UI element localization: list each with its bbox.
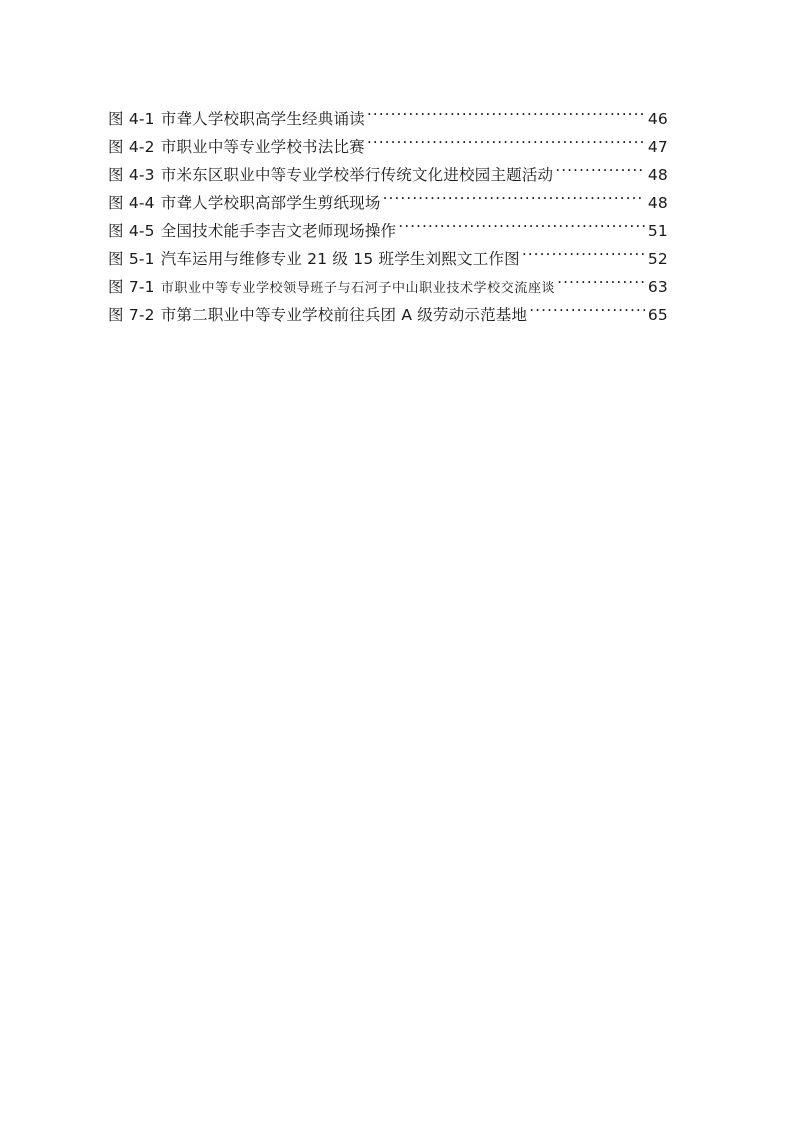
figure-label: 图 4-1 — [108, 110, 155, 128]
figure-label: 图 4-5 — [108, 222, 155, 240]
page-number: 47 — [647, 138, 668, 156]
figure-title: 汽车运用与维修专业 21 级 15 班学生刘熙文工作图 — [160, 250, 520, 268]
figure-label: 图 7-1 — [108, 278, 155, 296]
figure-label: 图 5-1 — [108, 250, 155, 268]
page-number: 65 — [647, 306, 668, 324]
dot-leader — [557, 264, 645, 292]
figure-label: 图 7-2 — [108, 306, 155, 324]
figure-label: 图 4-2 — [108, 138, 155, 156]
dot-leader — [529, 292, 645, 320]
dot-leader — [555, 152, 645, 180]
figure-title: 市聋人学校职高部学生剪纸现场 — [160, 194, 381, 212]
figure-label: 图 4-4 — [108, 194, 155, 212]
toc-entry[interactable] — [108, 96, 668, 128]
dot-leader — [383, 180, 645, 208]
figure-label: 图 4-3 — [108, 166, 155, 184]
figure-title: 市聋人学校职高学生经典诵读 — [160, 110, 365, 128]
dot-leader — [367, 96, 645, 124]
page-number: 48 — [647, 194, 668, 212]
dot-leader — [522, 236, 645, 264]
page-number: 46 — [647, 110, 668, 128]
figure-title: 市职业中等专业学校领导班子与石河子中山职业技术学校交流座谈 — [160, 281, 556, 296]
figure-title: 市职业中等专业学校书法比赛 — [160, 138, 365, 156]
page-number: 63 — [647, 278, 668, 296]
dot-leader — [398, 208, 645, 236]
dot-leader — [367, 124, 645, 152]
page-number: 51 — [647, 222, 668, 240]
figure-list — [108, 96, 668, 324]
page-number: 52 — [647, 250, 668, 268]
figure-title: 市米东区职业中等专业学校举行传统文化进校园主题活动 — [160, 166, 554, 184]
page-number: 48 — [647, 166, 668, 184]
figure-title: 全国技术能手李吉文老师现场操作 — [160, 222, 397, 240]
figure-title: 市第二职业中等专业学校前往兵团 A 级劳动示范基地 — [160, 306, 528, 324]
